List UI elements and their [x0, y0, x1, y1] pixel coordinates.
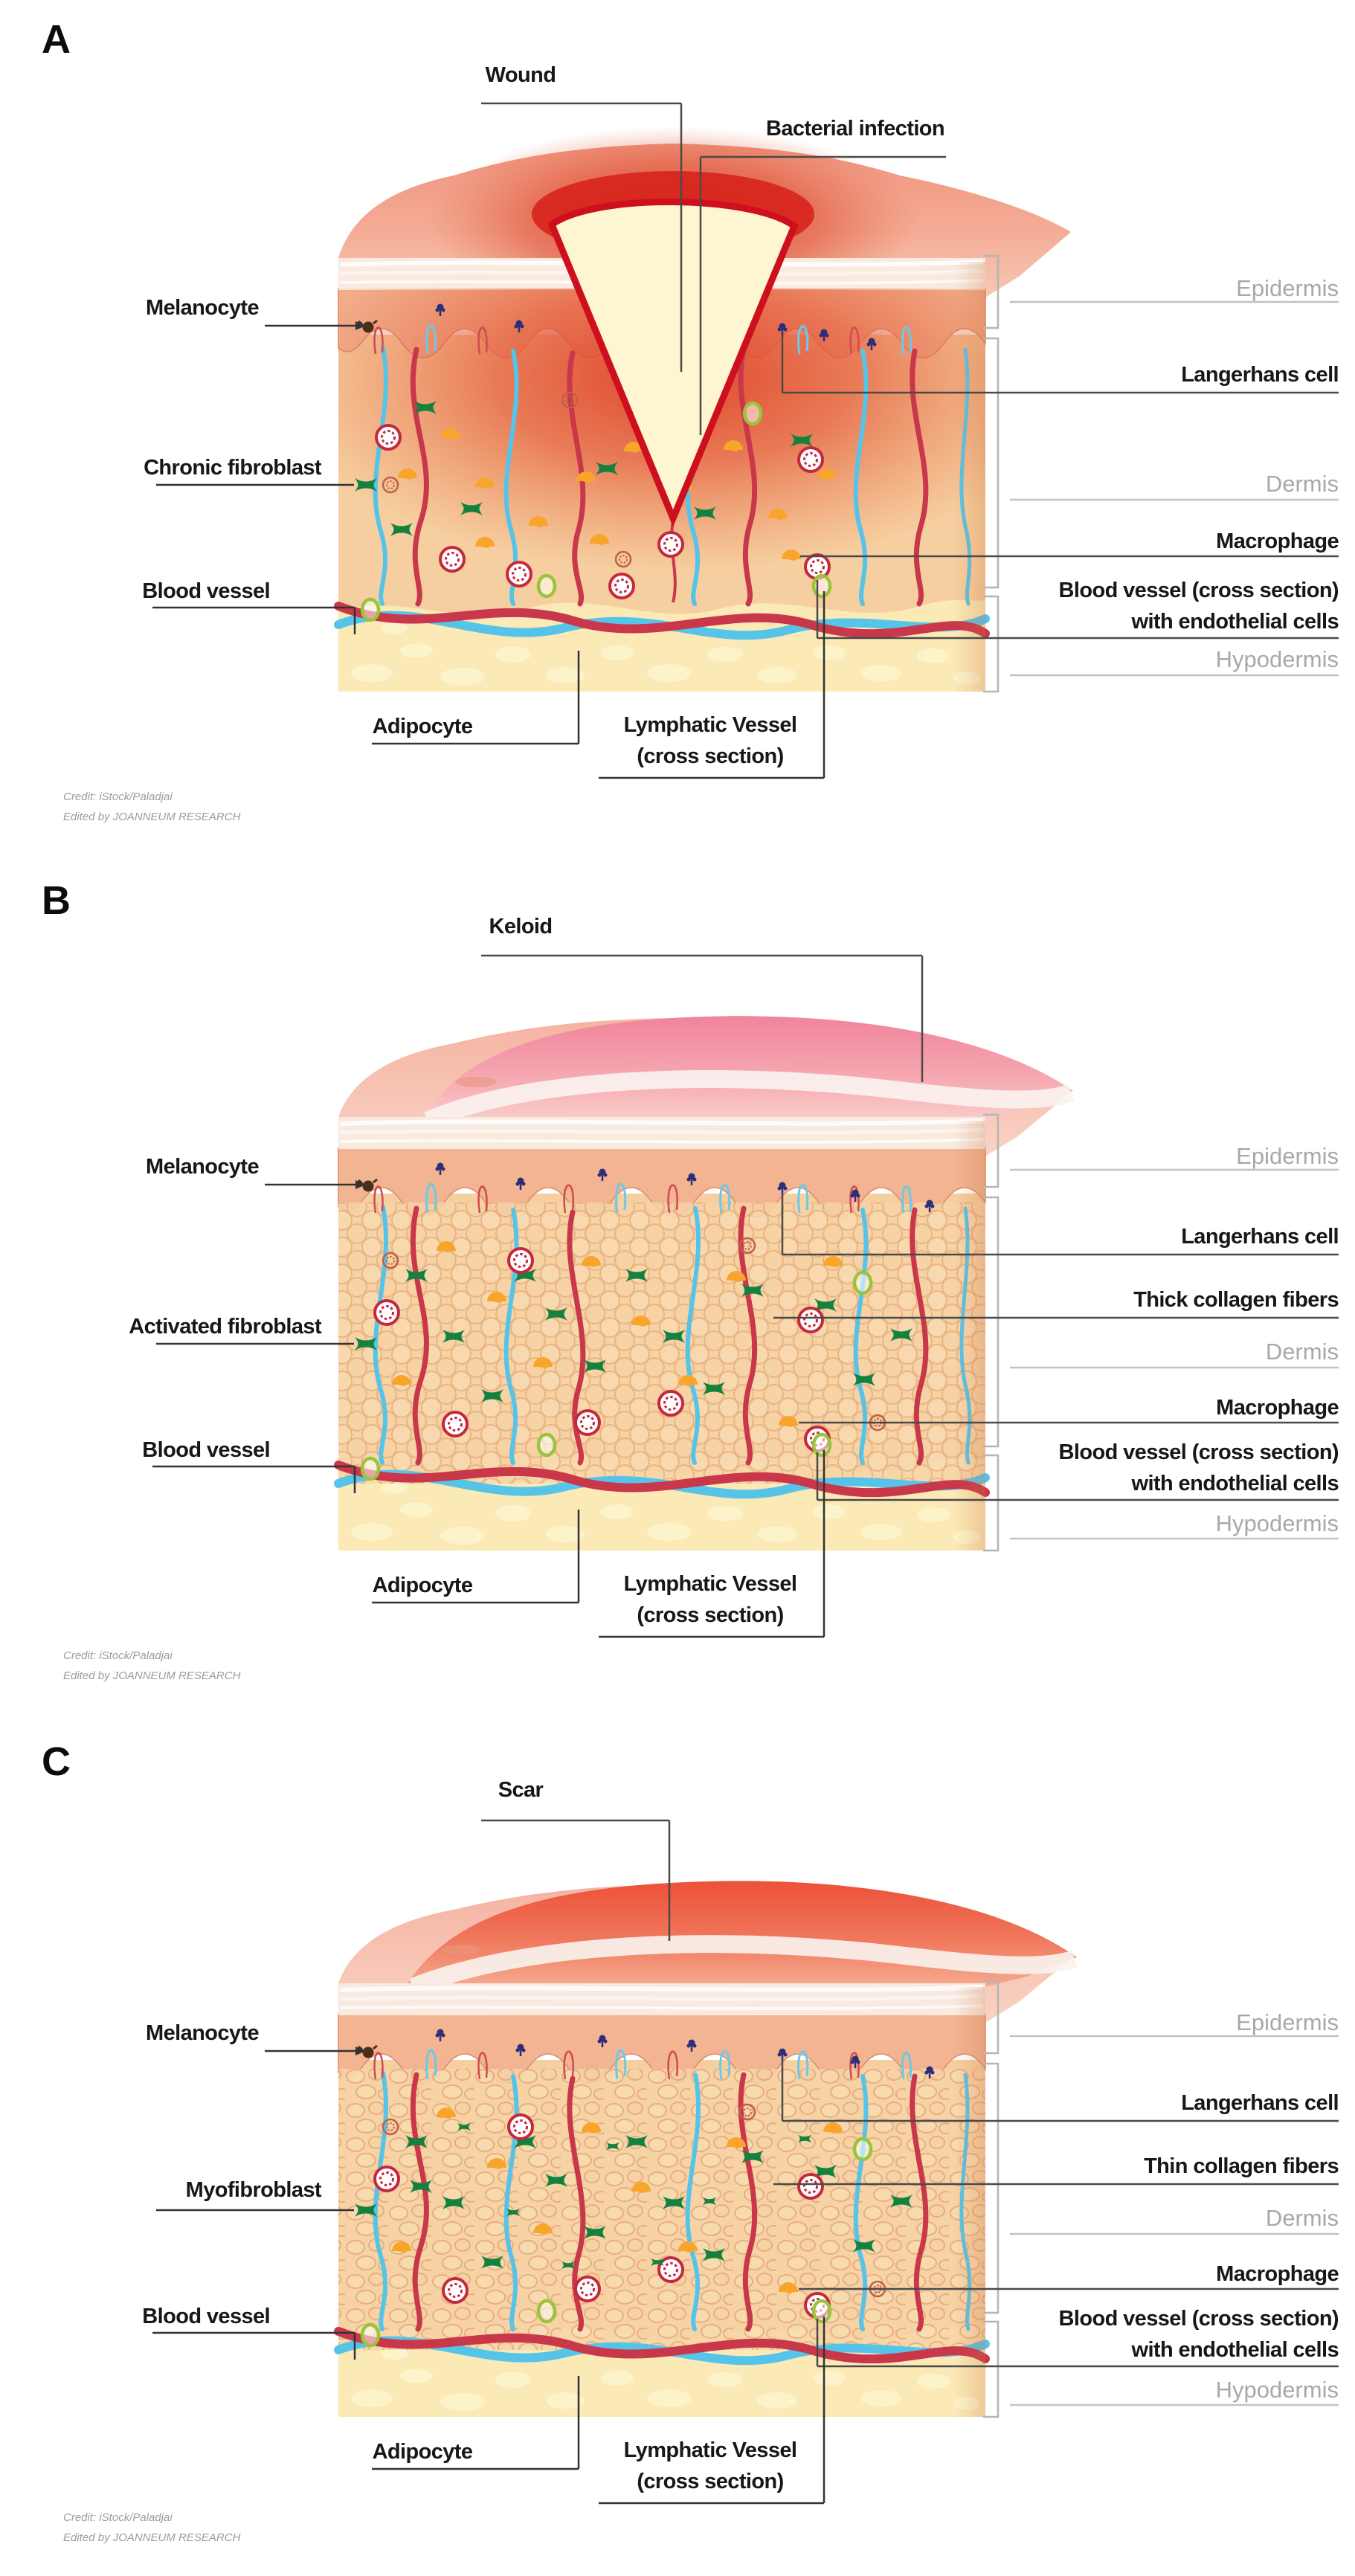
- blood-vessel-label: Blood vessel: [142, 1438, 270, 1462]
- blood-vessel-label: Blood vessel: [142, 2305, 270, 2328]
- epidermis-label: Epidermis: [1236, 1143, 1339, 1169]
- lymphatic-vessel-label: Lymphatic Vessel: [623, 2438, 797, 2462]
- epidermis-label: Epidermis: [1236, 2009, 1339, 2035]
- lymphatic-vessel-label: Lymphatic Vessel: [623, 713, 797, 737]
- melanocyte-label: Melanocyte: [146, 296, 259, 320]
- lymphatic-vessel-label-2: (cross section): [637, 744, 784, 768]
- thin-collagen-pattern: [338, 2069, 985, 2350]
- collagen-label: Thin collagen fibers: [1144, 2154, 1339, 2178]
- epidermis-label: Epidermis: [1236, 275, 1339, 301]
- macrophage-label: Macrophage: [1216, 2262, 1339, 2286]
- bv-cross-section-label-2: with endothelial cells: [1131, 610, 1339, 634]
- bv-cross-section-label-2: with endothelial cells: [1131, 1472, 1339, 1495]
- dermis-label: Dermis: [1265, 2205, 1339, 2231]
- skin-dimple: [455, 1077, 497, 1087]
- melanocyte-label: Melanocyte: [146, 1155, 259, 1179]
- keloid-label: Keloid: [489, 915, 553, 938]
- block-side-shading: [954, 262, 985, 692]
- hypodermis-label: Hypodermis: [1215, 646, 1339, 672]
- collagen-label: Thick collagen fibers: [1133, 1288, 1339, 1312]
- lymphatic-vessel-label: Lymphatic Vessel: [623, 1572, 797, 1596]
- adipocyte-label: Adipocyte: [372, 715, 473, 738]
- bv-cross-section-label-2: with endothelial cells: [1131, 2338, 1339, 2362]
- wound-label: Wound: [485, 63, 556, 87]
- panel-letter: A: [42, 17, 71, 62]
- panel-a-wound: [0, 0, 1355, 859]
- dermis-label: Dermis: [1265, 471, 1339, 497]
- fibroblast-label: Chronic fibroblast: [144, 456, 321, 480]
- dermis-label: Dermis: [1265, 1339, 1339, 1365]
- blood-vessel-label: Blood vessel: [142, 579, 270, 603]
- panel-b-keloid: [0, 859, 1355, 1725]
- bv-cross-section-label: Blood vessel (cross section): [1058, 579, 1339, 602]
- macrophage-label: Macrophage: [1216, 529, 1339, 553]
- hypodermis-label: Hypodermis: [1215, 1510, 1339, 1536]
- panel-c-scar: [0, 1725, 1355, 2576]
- panel-letter: C: [42, 1739, 71, 1784]
- langerhans-label: Langerhans cell: [1181, 1225, 1339, 1249]
- fibroblast-label: Myofibroblast: [185, 2178, 321, 2202]
- scar-label: Scar: [498, 1778, 544, 1802]
- adipocyte-label: Adipocyte: [372, 1574, 473, 1597]
- lymphatic-vessel-label-2: (cross section): [637, 2470, 784, 2493]
- langerhans-label: Langerhans cell: [1181, 363, 1339, 387]
- bacterial-infection-label: Bacterial infection: [766, 117, 944, 141]
- credit-text: Credit: iStock/Paladjai Edited by JOANNEUM RESEARCH: [63, 1649, 241, 1682]
- credit-text: Credit: iStock/Paladjai Edited by JOANNEUM RESEARCH: [63, 790, 241, 823]
- langerhans-label: Langerhans cell: [1181, 2091, 1339, 2115]
- fibroblast-label: Activated fibroblast: [129, 1315, 321, 1339]
- block-side-shading: [954, 1121, 985, 1551]
- credit-text: Credit: iStock/Paladjai Edited by JOANNEUM RESEARCH: [63, 2511, 241, 2544]
- melanocyte-label: Melanocyte: [146, 2021, 259, 2045]
- block-side-shading: [954, 1987, 985, 2417]
- adipocyte-label: Adipocyte: [372, 2440, 473, 2464]
- bv-cross-section-label: Blood vessel (cross section): [1058, 2307, 1339, 2331]
- skin-dimple: [442, 1945, 480, 1955]
- macrophage-label: Macrophage: [1216, 1396, 1339, 1420]
- lymphatic-vessel-label-2: (cross section): [637, 1603, 784, 1627]
- panel-letter: B: [42, 878, 71, 923]
- thick-collagen-pattern: [338, 1202, 985, 1484]
- hypodermis-label: Hypodermis: [1215, 2377, 1339, 2403]
- bv-cross-section-label: Blood vessel (cross section): [1058, 1440, 1339, 1464]
